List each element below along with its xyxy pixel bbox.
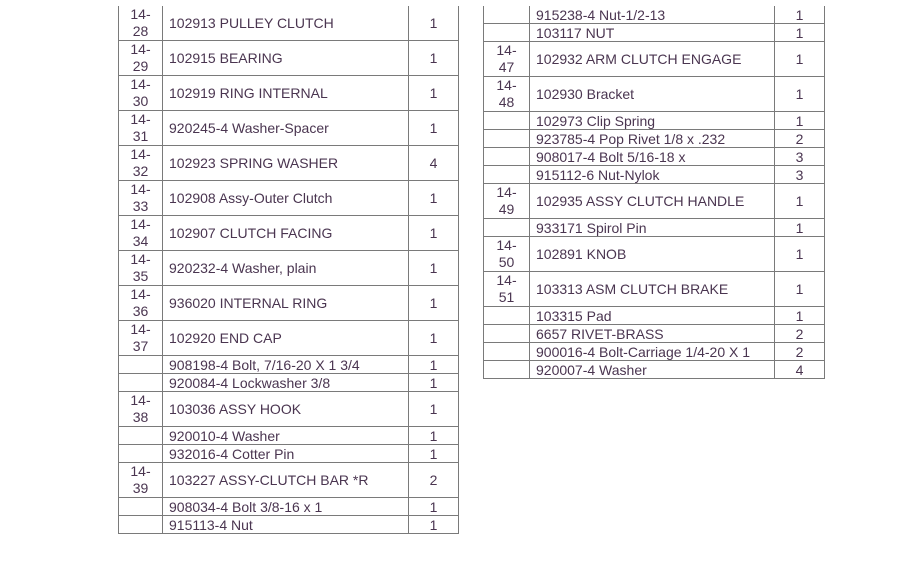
part-description-cell: 920010-4 Washer <box>163 427 409 445</box>
table-row <box>484 272 825 307</box>
ref-number-cell <box>484 112 530 130</box>
part-description-cell: 908017-4 Bolt 5/16-18 x <box>530 148 775 166</box>
quantity-cell: 3 <box>775 148 825 166</box>
part-description-cell: 102919 RING INTERNAL <box>163 76 409 111</box>
parts-table-left <box>118 6 459 534</box>
quantity-cell: 1 <box>409 216 459 251</box>
quantity-cell: 2 <box>409 463 459 498</box>
quantity-cell: 1 <box>409 445 459 463</box>
table-row <box>119 374 459 392</box>
part-description-cell: 933171 Spirol Pin <box>530 219 775 237</box>
part-description-cell: 102908 Assy-Outer Clutch <box>163 181 409 216</box>
ref-number-cell: 14- 31 <box>119 111 163 146</box>
ref-number-cell: 14- 28 <box>119 6 163 41</box>
part-description-cell: 920232-4 Washer, plain <box>163 251 409 286</box>
part-description-cell: 920007-4 Washer <box>530 361 775 379</box>
table-row <box>119 111 459 146</box>
ref-number-cell <box>119 445 163 463</box>
part-description-cell: 936020 INTERNAL RING <box>163 286 409 321</box>
ref-number-cell: 14- 39 <box>119 463 163 498</box>
quantity-cell: 1 <box>409 76 459 111</box>
ref-number-cell <box>484 325 530 343</box>
part-description-cell: 102973 Clip Spring <box>530 112 775 130</box>
part-description-cell: 102913 PULLEY CLUTCH <box>163 6 409 41</box>
ref-number-cell <box>119 516 163 534</box>
part-description-cell: 102923 SPRING WASHER <box>163 146 409 181</box>
part-description-cell: 900016-4 Bolt-Carriage 1/4-20 X 1 <box>530 343 775 361</box>
quantity-cell: 4 <box>775 361 825 379</box>
ref-number-cell: 14- 50 <box>484 237 530 272</box>
quantity-cell: 1 <box>409 356 459 374</box>
ref-number-cell <box>484 148 530 166</box>
ref-number-cell: 14- 33 <box>119 181 163 216</box>
ref-number-cell <box>484 361 530 379</box>
ref-number-cell <box>119 427 163 445</box>
ref-number-cell <box>484 166 530 184</box>
ref-number-cell: 14- 36 <box>119 286 163 321</box>
ref-number-cell <box>484 24 530 42</box>
ref-number-cell: 14- 34 <box>119 216 163 251</box>
quantity-cell: 1 <box>775 112 825 130</box>
part-description-cell: 102932 ARM CLUTCH ENGAGE <box>530 42 775 77</box>
part-description-cell: 923785-4 Pop Rivet 1/8 x .232 <box>530 130 775 148</box>
part-description-cell: 908198-4 Bolt, 7/16-20 X 1 3/4 <box>163 356 409 374</box>
quantity-cell: 1 <box>775 237 825 272</box>
part-description-cell: 102935 ASSY CLUTCH HANDLE <box>530 184 775 219</box>
ref-number-cell: 14- 29 <box>119 41 163 76</box>
table-row <box>484 42 825 77</box>
part-description-cell: 6657 RIVET-BRASS <box>530 325 775 343</box>
parts-table-right-body <box>484 6 825 379</box>
table-row <box>484 219 825 237</box>
quantity-cell: 3 <box>775 166 825 184</box>
quantity-cell: 1 <box>409 181 459 216</box>
table-row <box>484 148 825 166</box>
table-row <box>119 445 459 463</box>
table-row <box>484 325 825 343</box>
ref-number-cell <box>119 498 163 516</box>
ref-number-cell <box>484 130 530 148</box>
part-description-cell: 915112-6 Nut-Nylok <box>530 166 775 184</box>
part-description-cell: 908034-4 Bolt 3/8-16 x 1 <box>163 498 409 516</box>
ref-number-cell: 14- 49 <box>484 184 530 219</box>
quantity-cell: 1 <box>409 41 459 76</box>
quantity-cell: 1 <box>775 307 825 325</box>
table-row <box>119 286 459 321</box>
table-row <box>484 307 825 325</box>
table-row <box>119 321 459 356</box>
quantity-cell: 1 <box>409 516 459 534</box>
parts-table-right <box>483 6 825 379</box>
quantity-cell: 1 <box>775 184 825 219</box>
part-description-cell: 102915 BEARING <box>163 41 409 76</box>
ref-number-cell: 14- 37 <box>119 321 163 356</box>
ref-number-cell: 14- 30 <box>119 76 163 111</box>
part-description-cell: 103036 ASSY HOOK <box>163 392 409 427</box>
table-row <box>119 146 459 181</box>
table-row <box>484 361 825 379</box>
table-row <box>119 463 459 498</box>
ref-number-cell <box>484 343 530 361</box>
quantity-cell: 2 <box>775 130 825 148</box>
part-description-cell: 915238-4 Nut-1/2-13 <box>530 6 775 24</box>
quantity-cell: 1 <box>775 24 825 42</box>
quantity-cell: 1 <box>409 286 459 321</box>
table-row <box>484 24 825 42</box>
part-description-cell: 103313 ASM CLUTCH BRAKE <box>530 272 775 307</box>
part-description-cell: 920084-4 Lockwasher 3/8 <box>163 374 409 392</box>
table-row <box>484 343 825 361</box>
table-row <box>119 41 459 76</box>
ref-number-cell <box>119 374 163 392</box>
ref-number-cell <box>119 356 163 374</box>
quantity-cell: 1 <box>409 498 459 516</box>
ref-number-cell: 14- 35 <box>119 251 163 286</box>
quantity-cell: 1 <box>409 111 459 146</box>
quantity-cell: 1 <box>775 219 825 237</box>
quantity-cell: 1 <box>775 272 825 307</box>
ref-number-cell <box>484 219 530 237</box>
quantity-cell: 1 <box>775 77 825 112</box>
ref-number-cell: 14- 32 <box>119 146 163 181</box>
quantity-cell: 2 <box>775 343 825 361</box>
table-row <box>119 356 459 374</box>
table-row <box>484 184 825 219</box>
ref-number-cell: 14- 47 <box>484 42 530 77</box>
table-row <box>484 112 825 130</box>
table-row <box>484 6 825 24</box>
table-row <box>484 166 825 184</box>
table-row <box>119 181 459 216</box>
ref-number-cell: 14- 51 <box>484 272 530 307</box>
quantity-cell: 1 <box>409 6 459 41</box>
quantity-cell: 1 <box>409 427 459 445</box>
part-description-cell: 102907 CLUTCH FACING <box>163 216 409 251</box>
quantity-cell: 1 <box>775 6 825 24</box>
part-description-cell: 102920 END CAP <box>163 321 409 356</box>
table-row <box>484 77 825 112</box>
part-description-cell: 103227 ASSY-CLUTCH BAR *R <box>163 463 409 498</box>
part-description-cell: 932016-4 Cotter Pin <box>163 445 409 463</box>
ref-number-cell <box>484 307 530 325</box>
table-row <box>484 130 825 148</box>
quantity-cell: 1 <box>409 321 459 356</box>
quantity-cell: 1 <box>409 392 459 427</box>
table-row <box>119 427 459 445</box>
ref-number-cell <box>484 6 530 24</box>
parts-table-left-body <box>119 6 459 534</box>
table-row <box>119 76 459 111</box>
table-row <box>119 6 459 41</box>
table-row <box>119 392 459 427</box>
part-description-cell: 102891 KNOB <box>530 237 775 272</box>
quantity-cell: 1 <box>409 374 459 392</box>
quantity-cell: 1 <box>775 42 825 77</box>
table-row <box>119 498 459 516</box>
table-row <box>484 237 825 272</box>
ref-number-cell: 14- 48 <box>484 77 530 112</box>
quantity-cell: 2 <box>775 325 825 343</box>
part-description-cell: 920245-4 Washer-Spacer <box>163 111 409 146</box>
ref-number-cell: 14- 38 <box>119 392 163 427</box>
table-row <box>119 516 459 534</box>
part-description-cell: 103315 Pad <box>530 307 775 325</box>
part-description-cell: 915113-4 Nut <box>163 516 409 534</box>
part-description-cell: 102930 Bracket <box>530 77 775 112</box>
table-row <box>119 251 459 286</box>
quantity-cell: 4 <box>409 146 459 181</box>
part-description-cell: 103117 NUT <box>530 24 775 42</box>
quantity-cell: 1 <box>409 251 459 286</box>
table-row <box>119 216 459 251</box>
